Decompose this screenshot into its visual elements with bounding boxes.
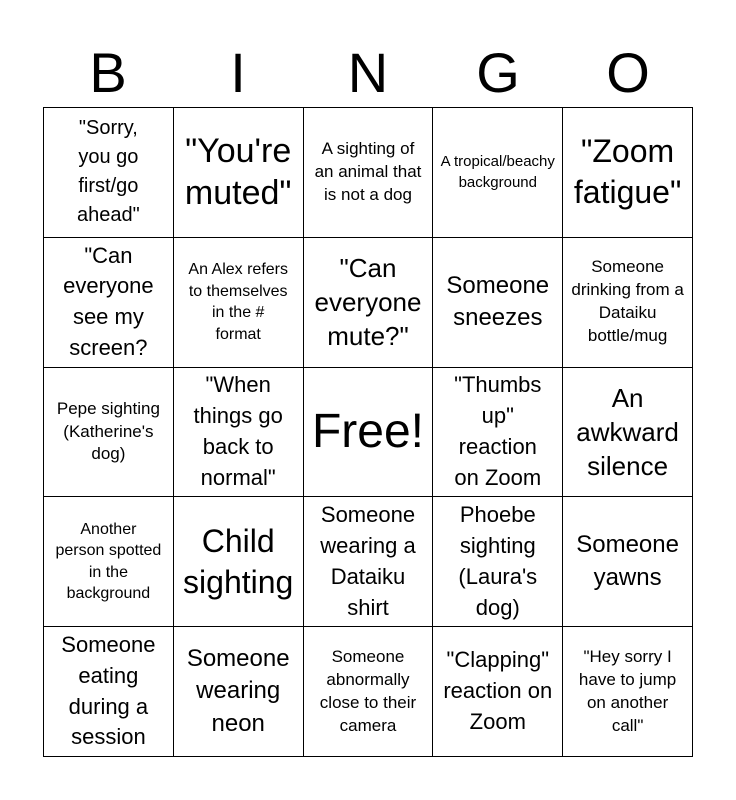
bingo-cell[interactable]: An awkward silence	[563, 368, 693, 498]
header-letter-i: I	[230, 41, 246, 104]
bingo-cell[interactable]: "Can everyone mute?"	[304, 238, 434, 368]
bingo-cell[interactable]: Someone abnormally close to their camera	[304, 627, 434, 757]
bingo-cell[interactable]: Pepe sighting (Katherine's dog)	[44, 368, 174, 498]
bingo-cell[interactable]: Someone drinking from a Dataiku bottle/mug	[563, 238, 693, 368]
bingo-grid	[43, 107, 693, 757]
bingo-cell[interactable]: A tropical/beachy background	[433, 108, 563, 238]
bingo-cell[interactable]: "Zoom fatigue"	[563, 108, 693, 238]
header-letter-n: N	[347, 41, 389, 104]
bingo-header	[43, 40, 693, 106]
bingo-cell[interactable]: Someone wearing a Dataiku shirt	[304, 497, 434, 627]
bingo-cell[interactable]: Someone eating during a session	[44, 627, 174, 757]
bingo-cell[interactable]: "Can everyone see my screen?	[44, 238, 174, 368]
bingo-cell[interactable]: Someone wearing neon	[174, 627, 304, 757]
header-letter-g: G	[476, 41, 520, 104]
bingo-cell[interactable]: An Alex refers to themselves in the # format	[174, 238, 304, 368]
bingo-cell[interactable]: A sighting of an animal that is not a dog	[304, 108, 434, 238]
bingo-cell[interactable]: Child sighting	[174, 497, 304, 627]
bingo-cell-free[interactable]: Free!	[304, 368, 434, 498]
bingo-cell[interactable]: Phoebe sighting (Laura's dog)	[433, 497, 563, 627]
bingo-cell[interactable]: "Thumbs up" reaction on Zoom	[433, 368, 563, 498]
bingo-cell[interactable]: "Sorry, you go first/go ahead"	[44, 108, 174, 238]
bingo-cell[interactable]: Someone yawns	[563, 497, 693, 627]
bingo-cell[interactable]: Another person spotted in the background	[44, 497, 174, 627]
header-letter-b: B	[89, 41, 127, 104]
bingo-cell[interactable]: "You're muted"	[174, 108, 304, 238]
bingo-cell[interactable]: "When things go back to normal"	[174, 368, 304, 498]
bingo-cell[interactable]: "Hey sorry I have to jump on another call"	[563, 627, 693, 757]
bingo-cell[interactable]: "Clapping" reaction on Zoom	[433, 627, 563, 757]
bingo-cell[interactable]: Someone sneezes	[433, 238, 563, 368]
header-letter-o: O	[606, 41, 650, 104]
